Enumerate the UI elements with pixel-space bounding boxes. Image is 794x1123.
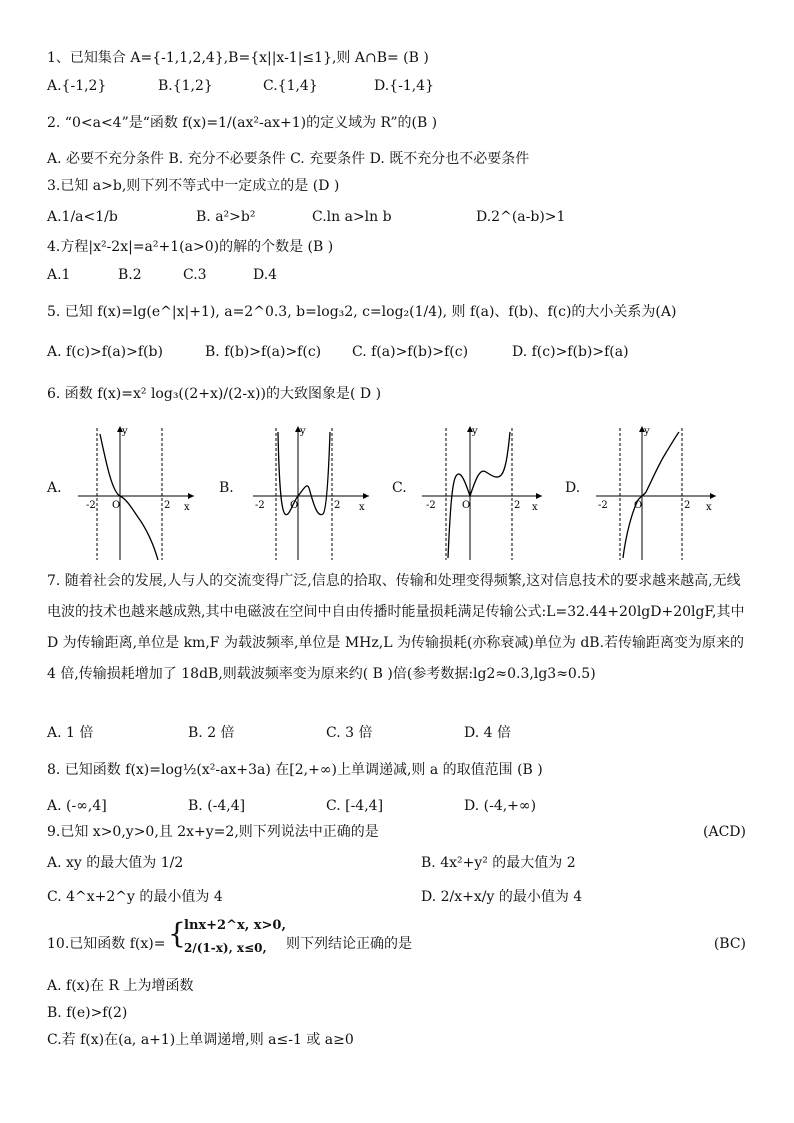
tick-label-2: 2	[514, 500, 521, 511]
origin-label: O	[634, 500, 643, 511]
q1-option-a: A.{-1,2}	[47, 78, 107, 94]
tick-label-2: 2	[334, 500, 341, 511]
axis-label-x: x	[532, 502, 538, 513]
q7-option-b: B. 2 倍	[188, 725, 235, 741]
q9-option-c: C. 4^x+2^y 的最小值为 4	[47, 889, 223, 905]
q6-option-d: D.	[565, 480, 581, 496]
tick-label-neg2: -2	[426, 500, 436, 511]
q9-option-d: D. 2/x+x/y 的最小值为 4	[421, 889, 583, 905]
q10-stem-b: 则下列结论正确的是	[286, 936, 412, 952]
axis-label-y: y	[644, 426, 650, 437]
tick-label-neg2: -2	[255, 500, 265, 511]
q8-option-d: D. (-4,+∞)	[464, 798, 537, 814]
q8-stem: 8. 已知函数 f(x)=log½(x²-ax+3a) 在[2,+∞)上单调递减,则 a 的取值范围 (B )	[47, 762, 543, 778]
axis-label-x: x	[184, 502, 190, 513]
tick-label-neg2: -2	[598, 500, 608, 511]
axis-label-x: x	[706, 502, 712, 513]
q6-option-b: B.	[219, 480, 234, 496]
q8-option-a: A. (-∞,4]	[47, 798, 107, 814]
q10-option-a: A. f(x)在 R 上为增函数	[47, 978, 194, 994]
q9-option-a: A. xy 的最大值为 1/2	[47, 855, 184, 871]
q4-option-c: C.3	[183, 267, 207, 283]
q4-stem: 4.方程|x²-2x|=a²+1(a>0)的解的个数是 (B )	[47, 239, 334, 255]
q9-option-b: B. 4x²+y² 的最大值为 2	[421, 855, 576, 871]
q2-stem: 2. “0<a<4”是“函数 f(x)=1/(ax²-ax+1)的定义域为 R”的(B )	[47, 115, 438, 131]
graph-c	[416, 422, 546, 562]
brace: {	[168, 917, 186, 950]
q10-option-c: C.若 f(x)在(a, a+1)上单调递增,则 a≤-1 或 a≥0	[47, 1032, 354, 1048]
q3-option-a: A.1/a<1/b	[47, 209, 118, 225]
q8-option-b: B. (-4,4]	[188, 798, 246, 814]
q1-option-c: C.{1,4}	[263, 78, 318, 94]
q5-option-a: A. f(c)>f(a)>f(b)	[47, 344, 163, 360]
graph-b	[243, 422, 373, 562]
q7-option-a: A. 1 倍	[47, 725, 94, 741]
axis-label-x: x	[359, 502, 365, 513]
axis-label-y: y	[472, 426, 478, 437]
q1-stem: 1、已知集合 A={-1,1,2,4},B={x||x-1|≤1},则 A∩B= (B )	[47, 50, 429, 66]
q5-option-c: C. f(a)>f(b)>f(c)	[352, 344, 469, 360]
tick-label-2: 2	[164, 500, 171, 511]
q5-option-b: B. f(b)>f(a)>f(c)	[205, 344, 322, 360]
q5-stem: 5. 已知 f(x)=lg(e^|x|+1), a=2^0.3, b=log₃2, c=log₂(1/4), 则 f(a)、f(b)、f(c)的大小关系为(A)	[47, 304, 677, 320]
origin-label: O	[112, 500, 121, 511]
tick-label-neg2: -2	[86, 500, 96, 511]
q8-option-c: C. [-4,4]	[326, 798, 384, 814]
q10-answer: (BC)	[713, 936, 746, 952]
q10-case-1: lnx+2^x, x>0,	[184, 918, 286, 933]
q3-option-d: D.2^(a-b)>1	[476, 209, 566, 225]
q3-stem: 3.已知 a>b,则下列不等式中一定成立的是 (D )	[47, 178, 340, 194]
q9-answer: (ACD)	[703, 824, 746, 840]
q9-stem: 9.已知 x>0,y>0,且 2x+y=2,则下列说法中正确的是	[47, 824, 379, 840]
q4-option-d: D.4	[253, 267, 278, 283]
q5-option-d: D. f(c)>f(b)>f(a)	[512, 344, 629, 360]
q10-option-b: B. f(e)>f(2)	[47, 1005, 128, 1021]
q6-option-c: C.	[392, 480, 407, 496]
q3-option-c: C.ln a>ln b	[312, 209, 392, 225]
q4-option-a: A.1	[47, 267, 71, 283]
axis-label-y: y	[300, 426, 306, 437]
q4-option-b: B.2	[118, 267, 142, 283]
graph-d	[590, 422, 720, 562]
graph-a	[68, 422, 198, 562]
q6-stem: 6. 函数 f(x)=x² log₃((2+x)/(2-x))的大致图象是( D )	[47, 386, 382, 402]
axis-label-y: y	[122, 426, 128, 437]
q7-option-c: C. 3 倍	[326, 725, 373, 741]
q7-option-d: D. 4 倍	[464, 725, 511, 741]
q6-option-a: A.	[47, 480, 62, 496]
origin-label: O	[290, 500, 299, 511]
q10-case-2: 2/(1-x), x≤0,	[184, 941, 267, 955]
q1-option-d: D.{-1,4}	[374, 78, 434, 94]
q1-option-b: B.{1,2}	[158, 78, 213, 94]
q10-stem-a: 10.已知函数 f(x)=	[47, 936, 166, 952]
origin-label: O	[462, 500, 471, 511]
q3-option-b: B. a²>b²	[196, 209, 256, 225]
tick-label-2: 2	[684, 500, 691, 511]
q7-text: 7. 随着社会的发展,人与人的交流变得广泛,信息的拾取、传输和处理变得频繁,这对信息技术的要求越来越高,无线电波的技术也越来越成熟,其中电磁波在空间中自由传播时能量损耗满足传输公式:L=32.44+20lgD+20lgF,其中 D 为传输距离,单位是 km,F 为载波频率,单位是 MHz,L 为传输损耗(亦称衰减)单位为 dB.若传输距离变为原来的 4 倍,传输损耗增加了 18dB,则载波频率变为原来约( B )倍(参考数据:lg2≈0.3,lg3≈0.5)	[47, 573, 745, 682]
q2-options: A. 必要不充分条件 B. 充分不必要条件 C. 充要条件 D. 既不充分也不必要条件	[47, 151, 530, 167]
